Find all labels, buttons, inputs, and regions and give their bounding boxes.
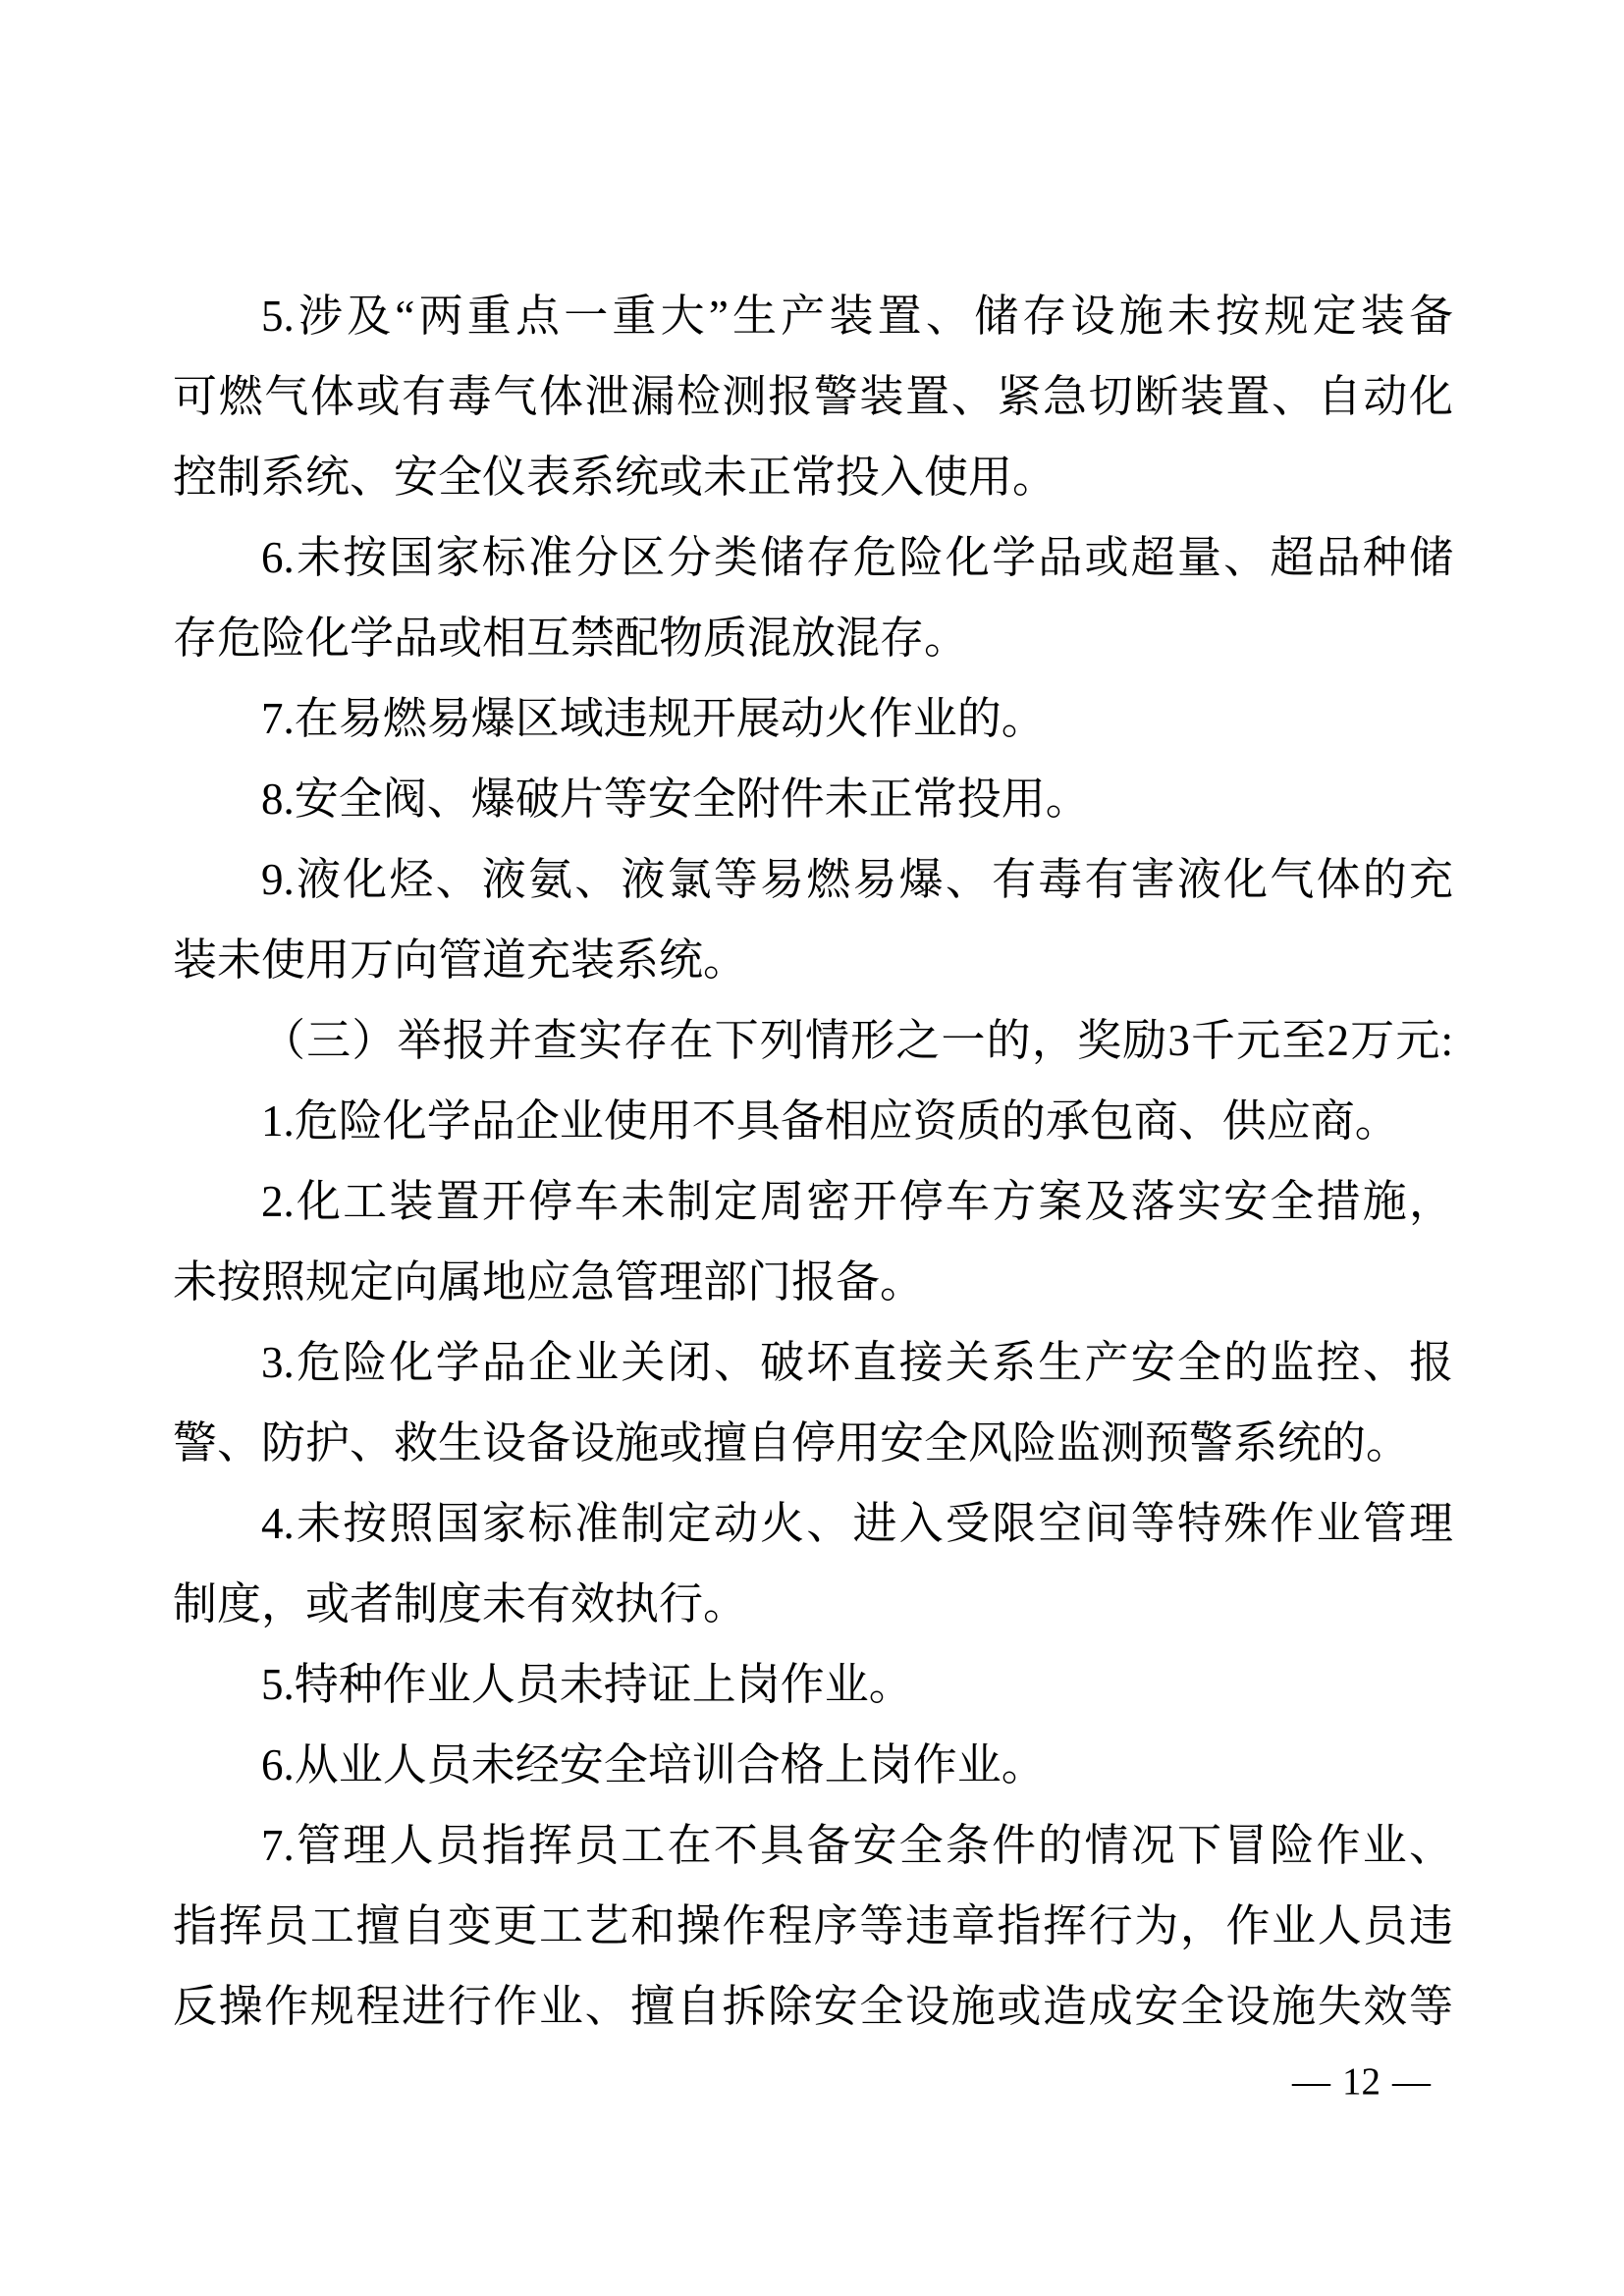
text-line: 9.液化烃、液氨、液氯等易燃易爆、有毒有害液化气体的充 <box>261 855 1453 904</box>
text-line: 7.在易燃易爆区域违规开展动火作业的。 <box>261 694 1046 743</box>
text-line: 2.化工装置开停车未制定周密开停车方案及落实安全措施， <box>261 1177 1453 1226</box>
text-line: 6.未按国家标准分区分类储存危险化学品或超量、超品种储 <box>261 533 1453 582</box>
text-line: 警、防护、救生设备设施或擅自停用安全风险监测预警系统的。 <box>173 1418 1411 1468</box>
text-line: 存危险化学品或相互禁配物质混放混存。 <box>173 614 969 663</box>
text-line: 7.管理人员指挥员工在不具备安全条件的情况下冒险作业、 <box>261 1821 1453 1870</box>
text-line: 8.安全阀、爆破片等安全附件未正常投用。 <box>261 774 1090 824</box>
text-line: 4.未按照国家标准制定动火、进入受限空间等特殊作业管理 <box>261 1499 1453 1548</box>
document-body <box>173 276 1453 2047</box>
text-line: 5.涉及“两重点一重大”生产装置、储存设施未按规定装备 <box>261 292 1453 341</box>
text-line: 指挥员工擅自变更工艺和操作程序等违章指挥行为，作业人员违 <box>173 1901 1453 1950</box>
text-line: 控制系统、安全仪表系统或未正常投入使用。 <box>173 453 1057 502</box>
text-line: 未按照规定向属地应急管理部门报备。 <box>173 1257 925 1307</box>
text-line: 制度，或者制度未有效执行。 <box>173 1579 748 1629</box>
text-line: 1.危险化学品企业使用不具备相应资质的承包商、供应商。 <box>261 1096 1399 1146</box>
page-number-dash-right: — <box>1392 2060 1431 2103</box>
text-line: 5.特种作业人员未持证上岗作业。 <box>261 1660 913 1709</box>
text-line: 可燃气体或有毒气体泄漏检测报警装置、紧急切断装置、自动化 <box>173 372 1453 421</box>
text-line: 6.从业人员未经安全培训合格上岗作业。 <box>261 1740 1046 1789</box>
section-heading: （三）举报并查实存在下列情形之一的，奖励3千元至2万元: <box>261 1016 1453 1065</box>
text-line: 反操作规程进行作业、擅自拆除安全设施或造成安全设施失效等 <box>173 1982 1453 2031</box>
page-number <box>1292 2059 1431 2105</box>
page-number-dash-left: — <box>1292 2060 1330 2103</box>
page-number-value: 12 <box>1342 2060 1380 2103</box>
text-line: 3.危险化学品企业关闭、破坏直接关系生产安全的监控、报 <box>261 1338 1453 1387</box>
text-line: 装未使用万向管道充装系统。 <box>173 935 748 985</box>
